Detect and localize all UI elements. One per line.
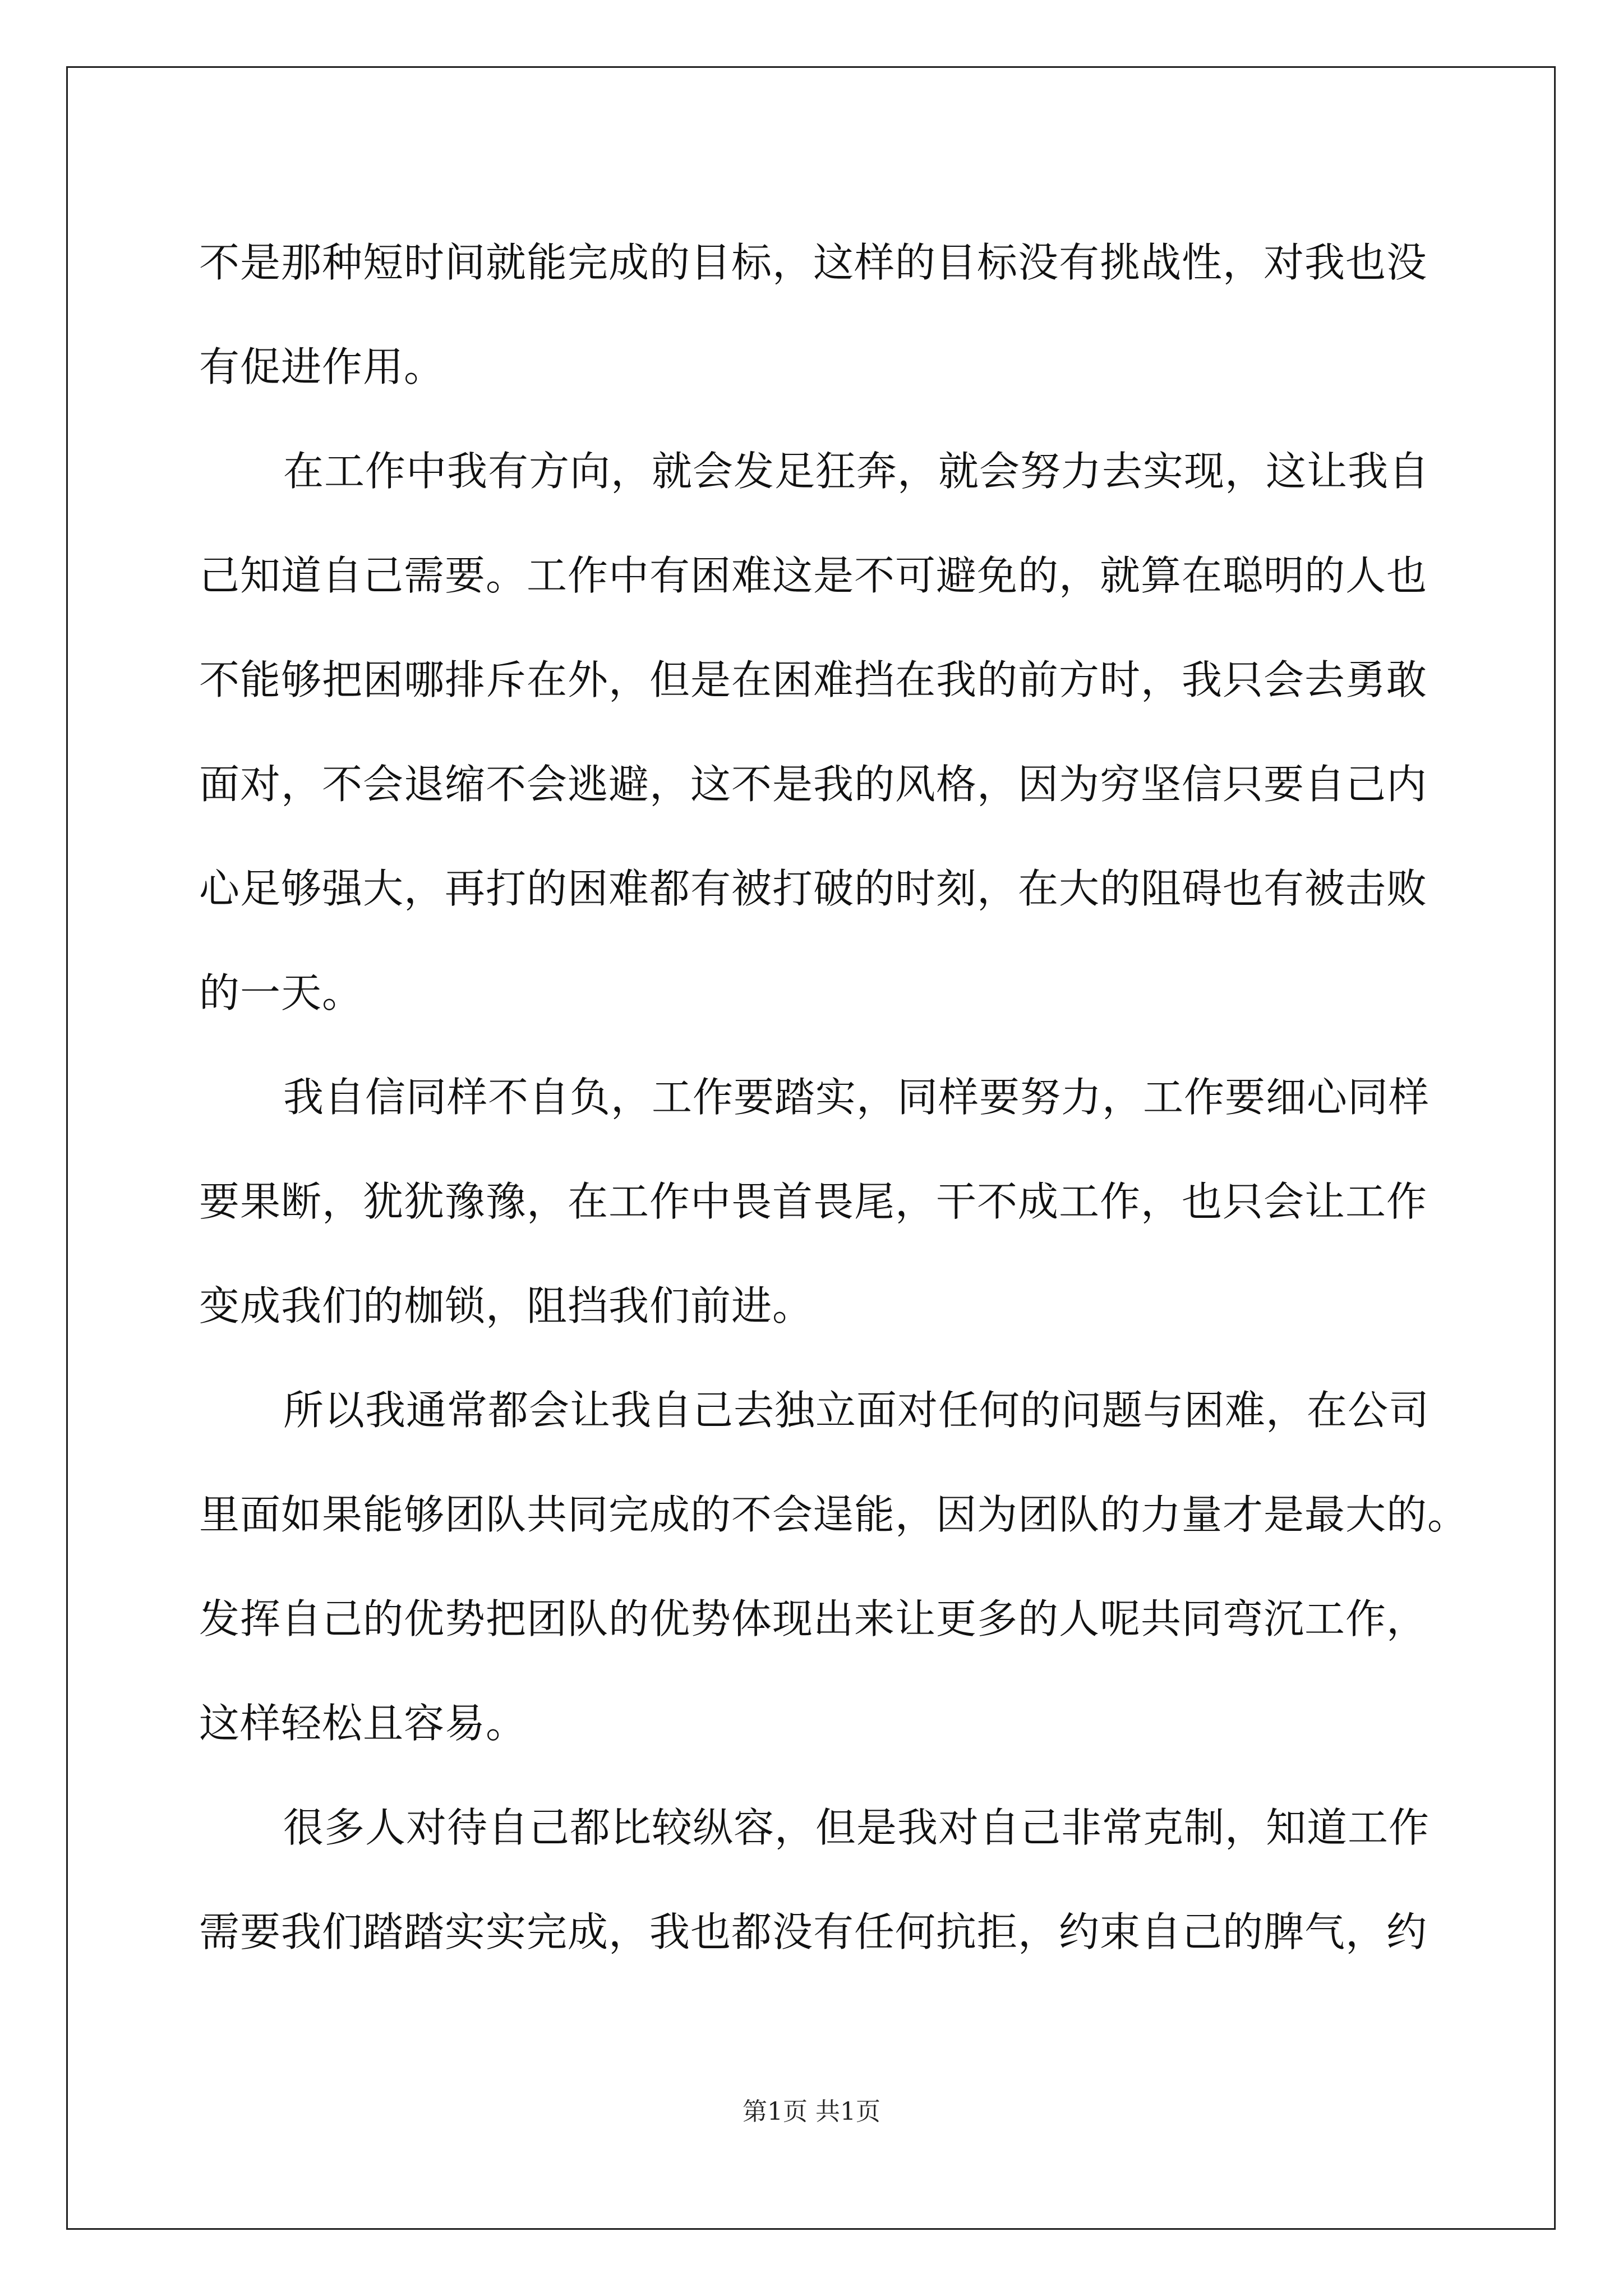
text-line: 要果断，犹犹豫豫，在工作中畏首畏尾，干不成工作，也只会让工作 — [199, 1178, 1428, 1225]
text-line: 不能够把困哪排斥在外，但是在困难挡在我的前方时，我只会去勇敢 — [199, 656, 1428, 703]
text-line: 心足够强大，再打的困难都有被打破的时刻，在大的阻碍也有被击败 — [199, 865, 1428, 912]
text-line: 发挥自己的优势把团队的优势体现出来让更多的人呢共同弯沉工作， — [199, 1595, 1428, 1642]
paragraph-first-line: 在工作中我有方向，就会发足狂奔，就会努力去实现，这让我自 — [283, 448, 1430, 495]
document-body — [199, 210, 1469, 1984]
paragraph-first-line: 很多人对待自己都比较纵容，但是我对自己非常克制，知道工作 — [283, 1804, 1430, 1851]
text-line: 需要我们踏踏实实完成，我也都没有任何抗拒，约束自己的脾气，约 — [199, 1908, 1428, 1955]
text-line: 有促进作用。 — [199, 343, 445, 390]
text-line: 己知道自己需要。工作中有困难这是不可避免的，就算在聪明的人也 — [199, 552, 1428, 599]
text-line: 这样轻松且容易。 — [199, 1700, 527, 1747]
paragraph-first-line: 所以我通常都会让我自己去独立面对任何的问题与困难，在公司 — [283, 1387, 1430, 1434]
text-line: 变成我们的枷锁，阻挡我们前进。 — [199, 1282, 814, 1329]
page-footer: 第1页 共1页 — [743, 2097, 880, 2126]
text-line: 的一天。 — [199, 969, 363, 1016]
paragraph-first-line: 我自信同样不自负，工作要踏实，同样要努力，工作要细心同样 — [283, 1074, 1430, 1121]
text-line: 面对，不会退缩不会逃避，这不是我的风格，因为穷坚信只要自己内 — [199, 761, 1428, 808]
text-line: 里面如果能够团队共同完成的不会逞能，因为团队的力量才是最大的。 — [199, 1491, 1469, 1538]
text-line: 不是那种短时间就能完成的目标，这样的目标没有挑战性，对我也没 — [199, 239, 1428, 286]
